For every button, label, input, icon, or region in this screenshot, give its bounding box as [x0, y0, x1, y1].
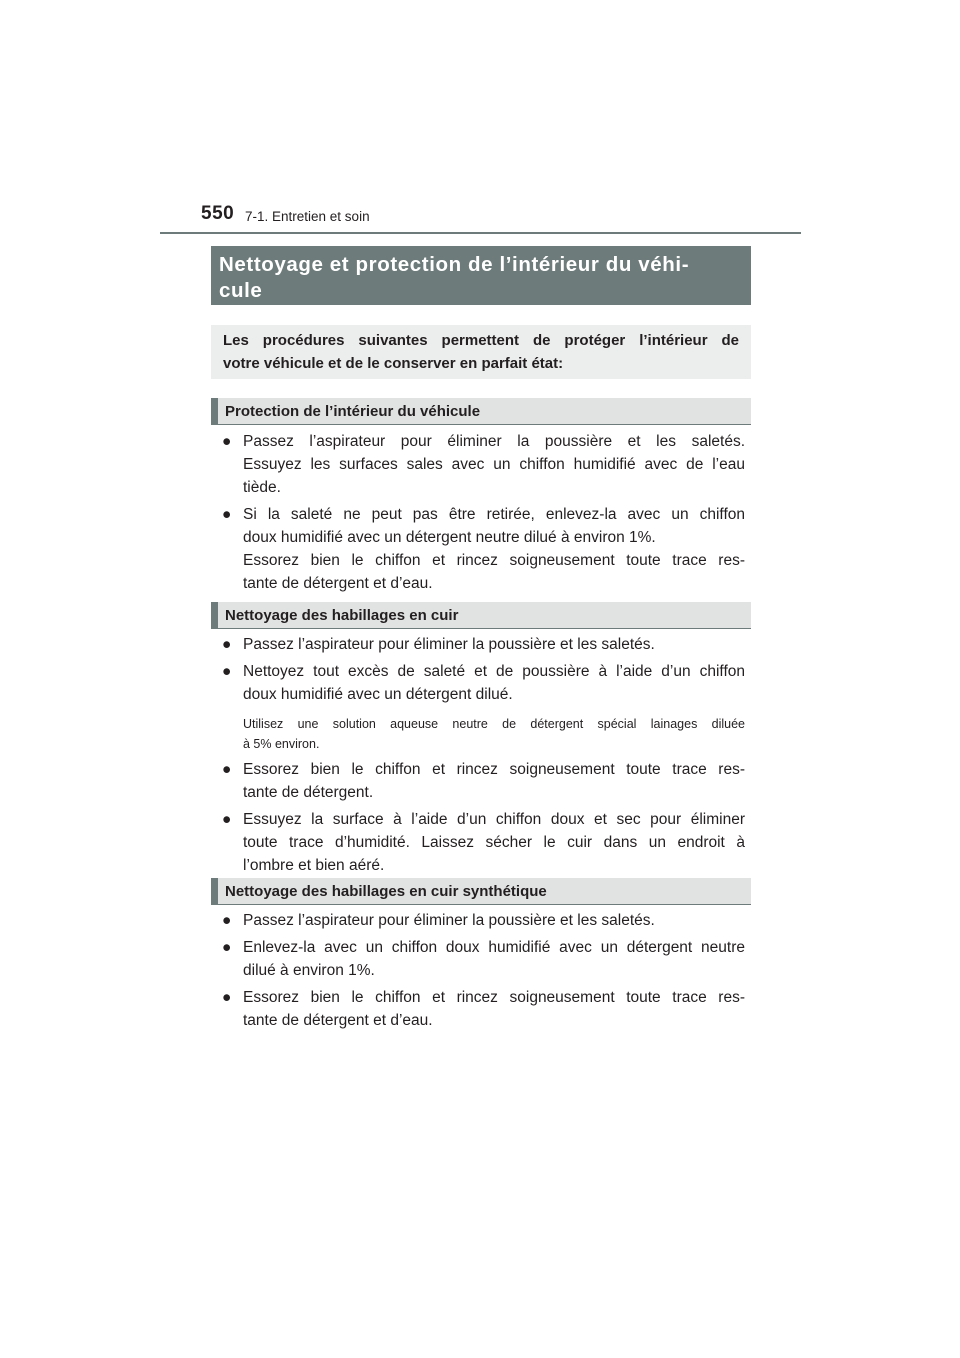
note-line-1: Utilisez une solution aqueuse neutre de détergent spécial lainages diluée — [243, 717, 745, 731]
page-number: 550 — [201, 203, 235, 224]
section-synthetic-leather-list — [0, 909, 960, 1036]
list-item-line: doux humidifié avec un détergent neutre dilué à environ 1%. — [243, 529, 656, 546]
list-item-line: Passez l’aspirateur pour éliminer la poussière et les saletés. — [243, 433, 745, 450]
page-title-line-2: cule — [219, 279, 263, 302]
list-item-line: Passez l’aspirateur pour éliminer la poussière et les saletés. — [243, 912, 655, 929]
list-item — [222, 503, 745, 595]
list-item — [222, 633, 745, 656]
note-container — [243, 710, 745, 754]
bullet-icon: ● — [222, 433, 232, 450]
list-item-line: dilué à environ 1%. — [243, 962, 375, 979]
section-heading-leather: Nettoyage des habillages en cuir — [211, 602, 751, 629]
intro-line-2: votre véhicule et de le conserver en parfait état: — [223, 355, 564, 372]
bullet-icon: ● — [222, 636, 232, 653]
bullet-icon: ● — [222, 506, 232, 523]
list-item-line: Essorez bien le chiffon et rincez soigneusement toute trace res- — [243, 761, 745, 778]
list-item-line: toute trace d’humidité. Laissez sécher le cuir dans un endroit à — [243, 834, 745, 851]
list-item — [222, 808, 745, 877]
list-item — [222, 758, 745, 804]
list-item-line: tante de détergent et d’eau. — [243, 575, 433, 592]
list-item-line: Si la saleté ne peut pas être retirée, enlevez-la avec un chiffon — [243, 506, 745, 523]
list-item — [222, 986, 745, 1032]
list-item-line: tante de détergent et d’eau. — [243, 1012, 433, 1029]
bullet-icon: ● — [222, 912, 232, 929]
list-item-line: Essuyez les surfaces sales avec un chiffon humidifié avec de l’eau — [243, 456, 745, 473]
bullet-icon: ● — [222, 761, 232, 778]
section-protection-list — [0, 430, 960, 599]
section-heading-synthetic-leather: Nettoyage des habillages en cuir synthétique — [211, 878, 751, 905]
bullet-icon: ● — [222, 663, 232, 680]
list-item-line: Essorez bien le chiffon et rincez soigneusement toute trace res- — [243, 552, 745, 569]
intro-box — [211, 325, 751, 379]
list-item-line: Essuyez la surface à l’aide d’un chiffon doux et sec pour éliminer — [243, 811, 745, 828]
list-item-line: Essorez bien le chiffon et rincez soigneusement toute trace res- — [243, 989, 745, 1006]
bullet-icon: ● — [222, 939, 232, 956]
bullet-icon: ● — [222, 811, 232, 828]
list-item — [222, 936, 745, 982]
list-item-line: l’ombre et bien aéré. — [243, 857, 385, 874]
header-rule — [160, 232, 801, 234]
list-item-line: tante de détergent. — [243, 784, 374, 801]
list-item — [222, 660, 745, 706]
list-item-line: Enlevez-la avec un chiffon doux humidifié avec un détergent neutre — [243, 939, 745, 956]
list-item — [222, 909, 745, 932]
list-item-line: Passez l’aspirateur pour éliminer la poussière et les saletés. — [243, 636, 655, 653]
section-leather-list — [0, 633, 960, 881]
bullet-icon: ● — [222, 989, 232, 1006]
list-item-line: doux humidifié avec un détergent dilué. — [243, 686, 513, 703]
list-item-line: Nettoyez tout excès de saleté et de poussière à l’aide d’un chiffon — [243, 663, 745, 680]
page-title — [211, 246, 751, 305]
intro-line-1: Les procédures suivantes permettent de protéger l’intérieur de — [223, 332, 739, 349]
section-heading-protection: Protection de l’intérieur du véhicule — [211, 398, 751, 425]
page-title-line-1: Nettoyage et protection de l’intérieur du véhi- — [219, 253, 690, 276]
chapter-reference: 7-1. Entretien et soin — [245, 209, 370, 224]
list-item-line: tiède. — [243, 479, 281, 496]
note-line-2: à 5% environ. — [243, 737, 320, 751]
note — [243, 710, 745, 754]
list-item — [222, 430, 745, 499]
